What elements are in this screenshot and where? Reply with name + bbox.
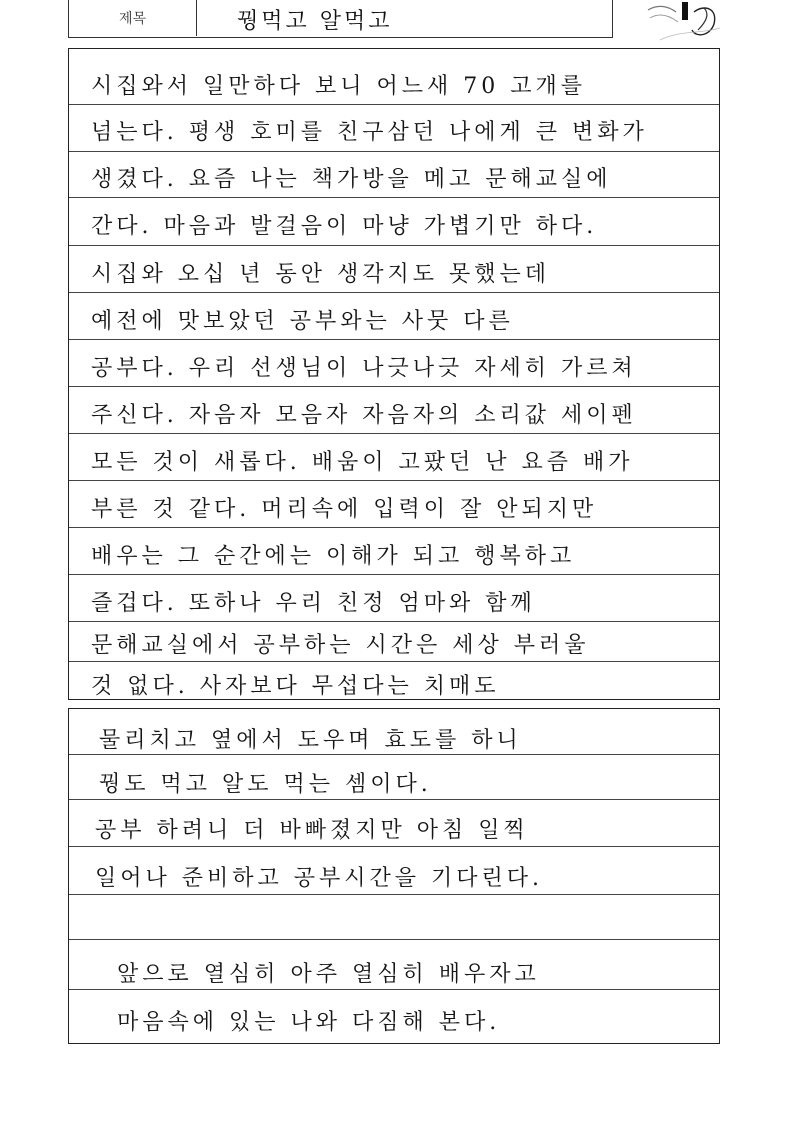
ruled-line	[69, 527, 719, 528]
ruled-line	[69, 386, 719, 387]
ruled-line	[69, 799, 719, 800]
essay-line: 간다. 마음과 발걸음이 마냥 가볍기만 하다.	[91, 214, 598, 239]
essay-line: 주신다. 자음자 모음자 자음자의 소리값 세이펜	[91, 403, 637, 428]
essay-line: 것 없다. 사자보다 무섭다는 치매도	[91, 674, 500, 699]
essay-line: 꿩도 먹고 알도 먹는 셈이다.	[99, 772, 432, 797]
ruled-line	[69, 197, 719, 198]
essay-line: 일어나 준비하고 공부시간을 기다린다.	[95, 866, 544, 891]
essay-line: 문해교실에서 공부하는 시간은 세상 부러울	[91, 633, 590, 658]
ruled-line	[69, 989, 719, 990]
essay-line: 시집와 오십 년 동안 생각지도 못했는데	[91, 262, 550, 287]
title-box	[68, 0, 613, 38]
ruled-line	[69, 574, 719, 575]
title-label: 제목	[69, 0, 197, 36]
essay-sheet-page-2	[68, 708, 720, 1044]
essay-line: 배우는 그 순간에는 이해가 되고 행복하고	[91, 544, 576, 569]
ruled-line	[69, 754, 719, 755]
ruled-line	[69, 480, 719, 481]
essay-line: 공부다. 우리 선생님이 나긋나긋 자세히 가르쳐	[91, 356, 637, 381]
essay-line: 마음속에 있는 나와 다짐해 본다.	[117, 1010, 501, 1035]
essay-title: 꿩먹고 알먹고	[237, 8, 393, 34]
essay-line: 부른 것 같다. 머리속에 입력이 잘 안되지만	[91, 497, 598, 522]
ruled-line	[69, 104, 719, 105]
brush-bird-logo-icon	[640, 0, 730, 46]
essay-line: 넘는다. 평생 호미를 친구삼던 나에게 큰 변화가	[91, 120, 648, 145]
ruled-line	[69, 433, 719, 434]
essay-sheet-page-1	[68, 48, 720, 700]
ruled-line	[69, 661, 719, 662]
essay-line: 시집와서 일만하다 보니 어느새 70 고개를	[91, 74, 586, 99]
ruled-line	[69, 939, 719, 940]
ruled-line	[69, 292, 719, 293]
essay-line: 공부 하려니 더 바빠졌지만 아침 일찍	[95, 818, 529, 843]
ruled-line	[69, 245, 719, 246]
ruled-line	[69, 846, 719, 847]
ruled-line	[69, 621, 719, 622]
ruled-line	[69, 339, 719, 340]
ruled-line	[69, 894, 719, 895]
essay-line: 예전에 맛보았던 공부와는 사뭇 다른	[91, 309, 514, 334]
essay-line: 모든 것이 새롭다. 배움이 고팠던 난 요즘 배가	[91, 450, 634, 475]
essay-line: 생겼다. 요즘 나는 책가방을 메고 문해교실에	[91, 167, 612, 192]
essay-line: 앞으로 열심히 아주 열심히 배우자고	[117, 962, 540, 987]
essay-line: 물리치고 옆에서 도우며 효도를 하니	[99, 728, 522, 753]
essay-line: 즐겁다. 또하나 우리 친정 엄마와 함께	[91, 591, 536, 616]
ruled-line	[69, 151, 719, 152]
